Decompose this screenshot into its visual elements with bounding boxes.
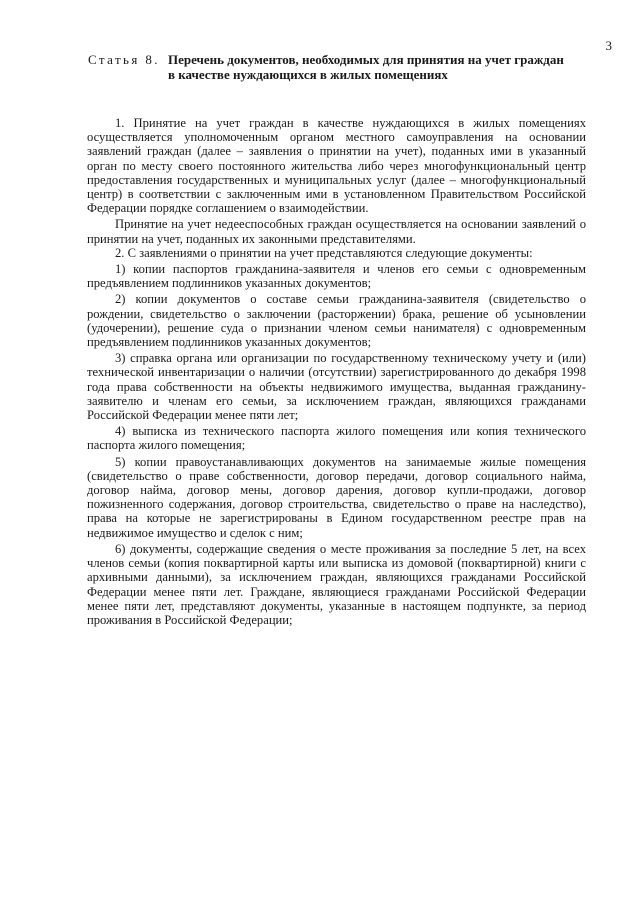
list-item-3: 3) справка органа или организации по государственному техническому учету и (или) технической инвентаризации о наличии (отсутствии) зарегистрированного до декабря 1998 года права собственности на объекты недвижимого имущества, выданная гражданину-заявителю и членам его семьи, за исключением граждан, являющихся гражданами Российской Федерации менее пяти лет; — [87, 351, 586, 423]
list-item-2: 2) копии документов о составе семьи гражданина-заявителя (свидетельство о рождении, свидетельство о заключении (расторжении) брака, решение об усыновлении (удочерении), решение суда о признании членом семьи нанимателя) с одновременным предъявлением подлинников указанных документов; — [87, 292, 586, 350]
list-item-1: 1) копии паспортов гражданина-заявителя и членов его семьи с одновременным предъявлением подлинников указанных документов; — [87, 262, 586, 291]
paragraph-3: 2. С заявлениями о принятии на учет представляются следующие документы: — [115, 245, 533, 260]
article-body — [87, 116, 586, 627]
list-item-6: 6) документы, содержащие сведения о месте проживания за последние 5 лет, на всех членов семьи (копия поквартирной карты или выписка из домовой (поквартирной) книги с архивными данными), за исключением граждан, являющихся гражданами Российской Федерации менее пяти лет. Граждане, являющиеся гражданами Российской Федерации менее пяти лет, представляют документы, указанные в настоящем подпункте, за период проживания в Российской Федерации; — [87, 541, 586, 627]
paragraph-1: 1. Принятие на учет граждан в качестве нуждающихся в жилых помещениях осуществляется уполномоченным органом местного самоуправления на основании заявлений граждан (далее – заявления о принятии на учет), поданных ими в указанный орган по месту своего постоянного жительства либо через многофункциональный центр предоставления государственных и муниципальных услуг (далее – многофункциональный центр) в соответствии с заключенным ими в установленном Правительством Российской Федерации порядке соглашением о взаимодействии. — [87, 116, 586, 216]
page-number: 3 — [605, 38, 612, 53]
list-item-5: 5) копии правоустанавливающих документов на занимаемые жилые помещения (свидетельство о праве собственности, договор передачи, договор социального найма, договор найма, договор мены, договор дарения, договор купли-продажи, договор пожизненного содержания, договор строительства, свидетельство о праве на наследство), права на которые не зарегистрированы в Едином государственном реестре прав на недвижимое имущество и сделок с ним; — [87, 454, 586, 540]
list-item-4: 4) выписка из технического паспорта жилого помещения или копия технического паспорта жилого помещения; — [87, 424, 586, 453]
article-number: Статья 8. — [88, 52, 160, 67]
paragraph-2: Принятие на учет недееспособных граждан осуществляется на основании заявлений о принятии на учет, поданных их законными представителями. — [87, 217, 586, 246]
article-title: Перечень документов, необходимых для принятия на учет граждан в качестве нуждающихся в жилых помещениях — [167, 52, 564, 82]
article-heading — [88, 52, 568, 82]
